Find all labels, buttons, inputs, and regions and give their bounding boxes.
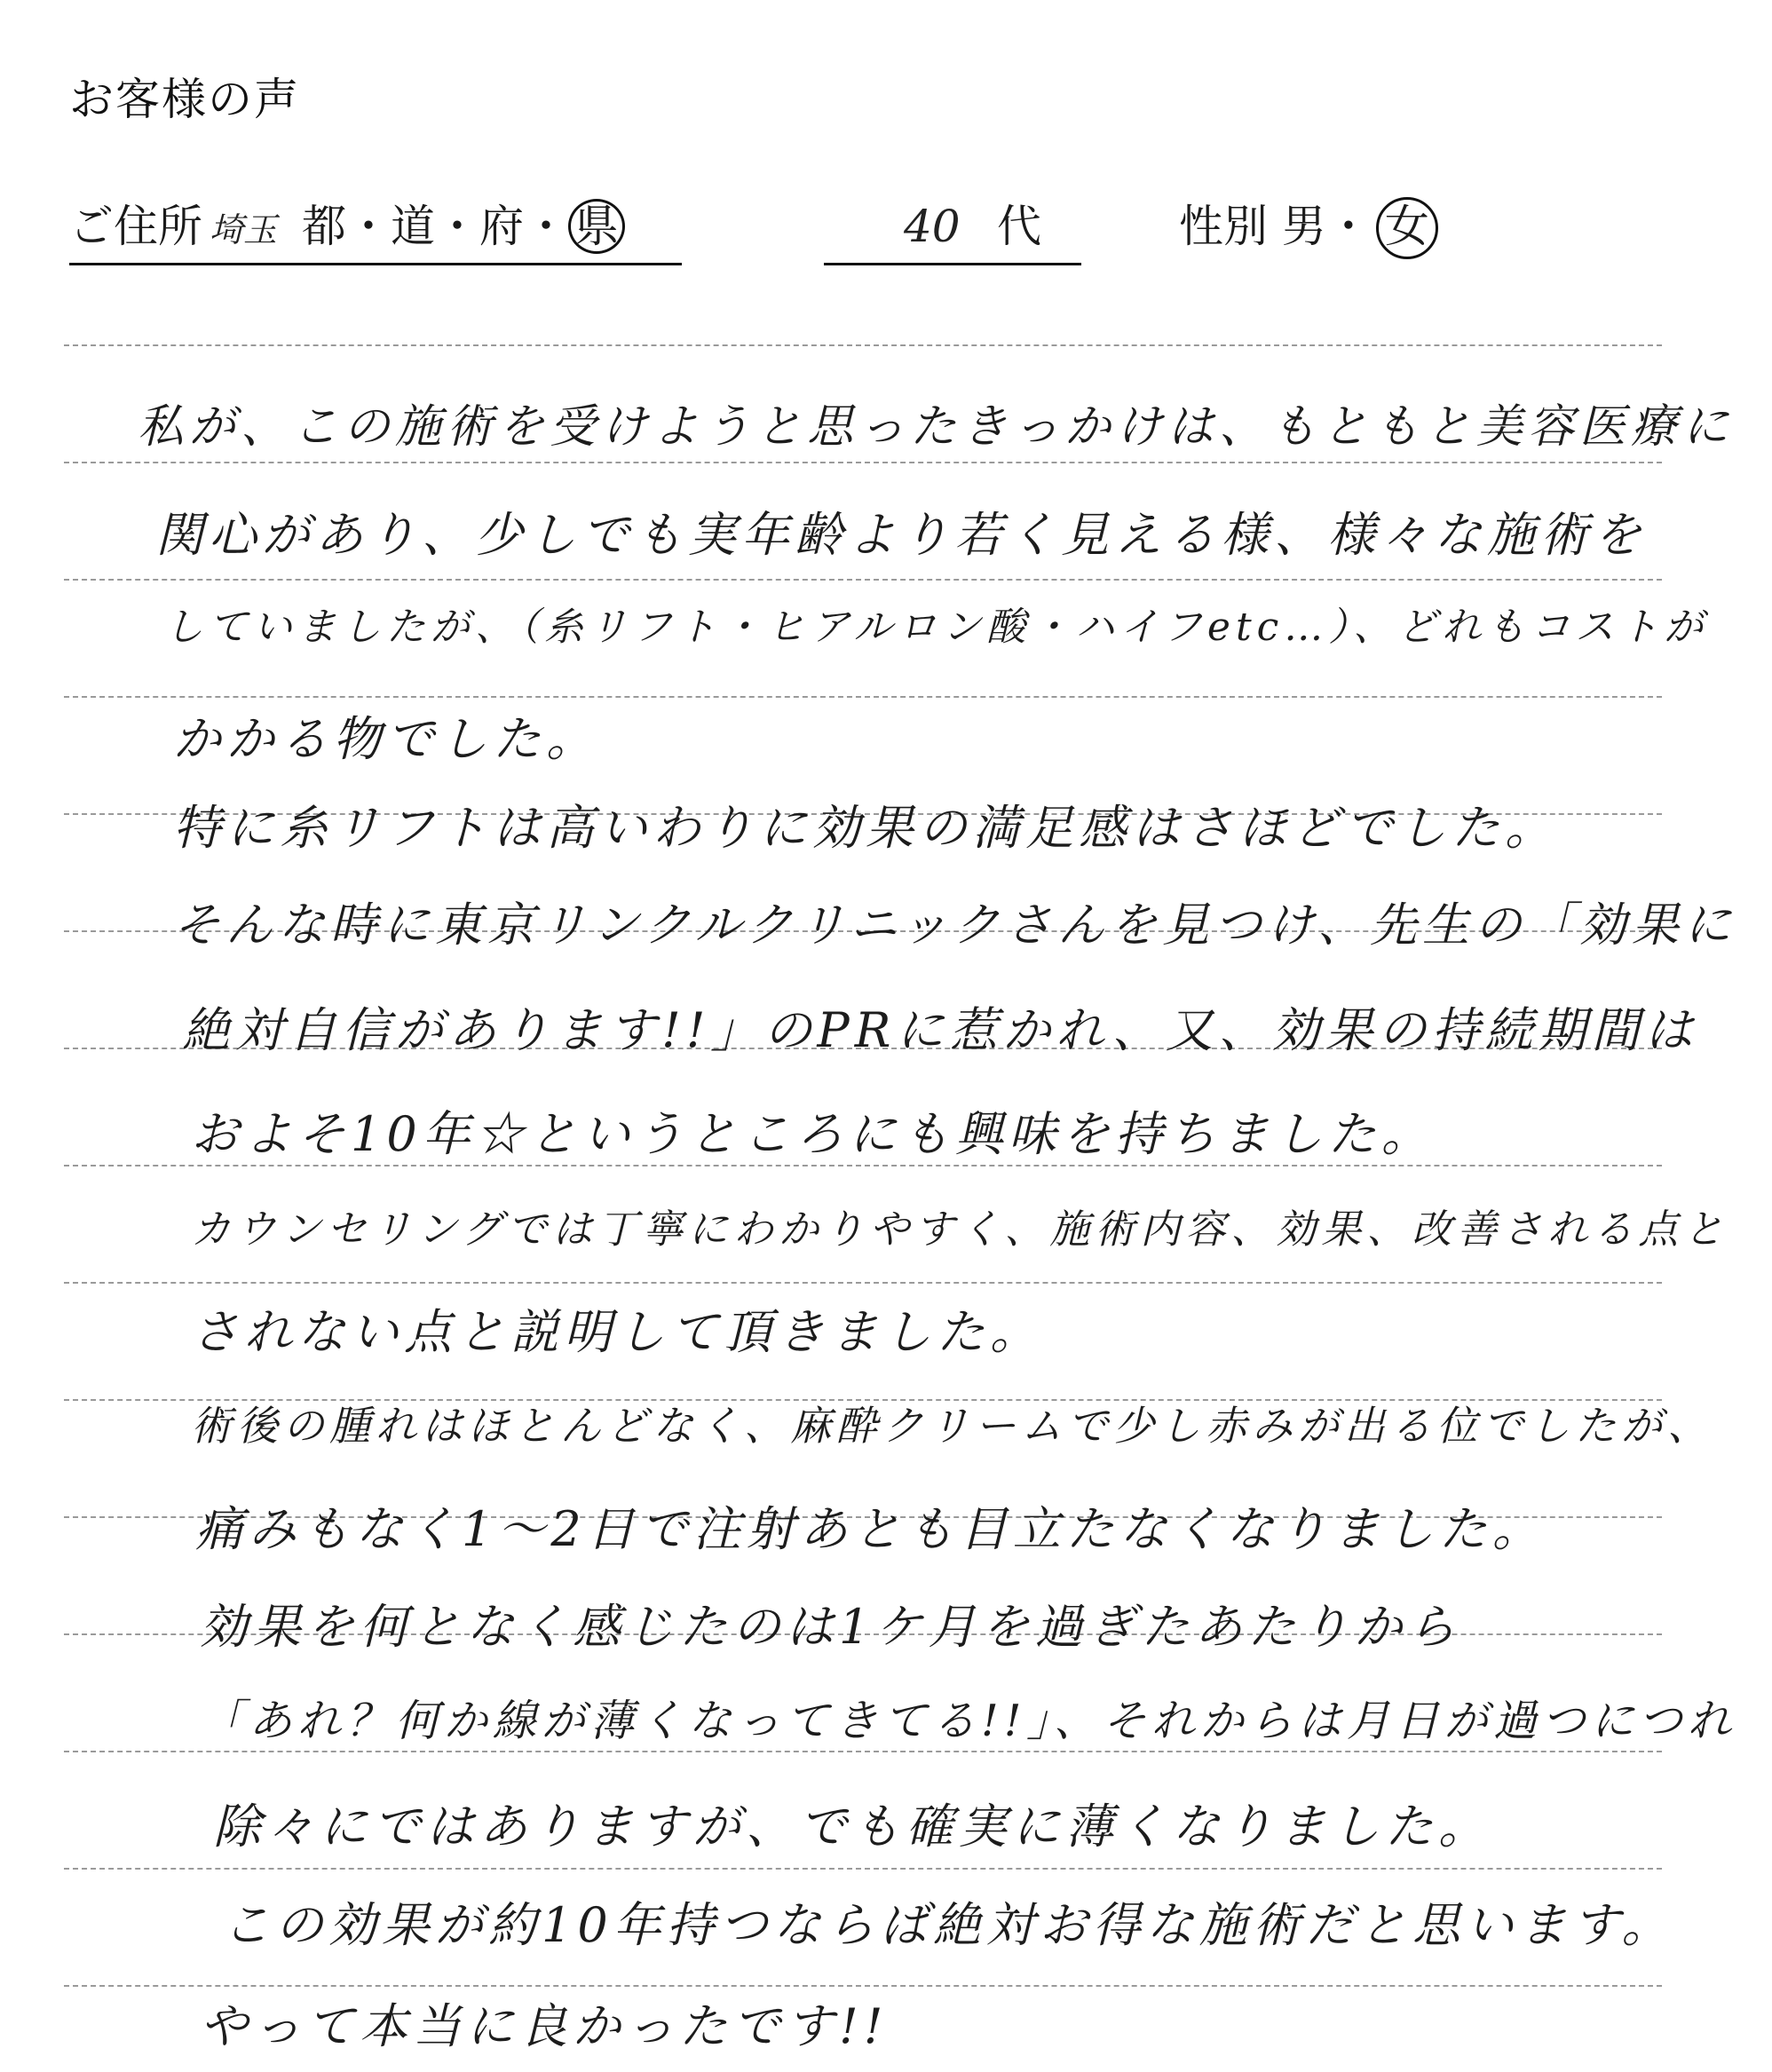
- handwritten-line: 術後の腫れはほとんどなく、麻酔クリームで少し赤みが出る位でしたが、: [191, 1402, 1714, 1450]
- ruled-line: [64, 1985, 1662, 1987]
- ruled-line: [64, 1868, 1662, 1870]
- handwritten-line: 絶対自信があります!!」のPRに惹かれ、又、効果の持続期間は: [182, 1002, 1698, 1058]
- age-label: 代: [997, 201, 1041, 252]
- ruled-line: [64, 579, 1662, 581]
- handwritten-line: していましたが、（糸リフト・ヒアルロン酸・ハイフetc…）、どれもコストが: [164, 605, 1709, 650]
- ruled-line: [64, 696, 1662, 698]
- gender-separator: ・: [1325, 201, 1371, 252]
- prefecture-selected: 県: [568, 199, 625, 254]
- handwritten-line: カウンセリングでは丁寧にわかりやすく、施術内容、効果、改善される点と: [191, 1206, 1729, 1253]
- gender-selected: 女: [1376, 197, 1438, 259]
- age-field: [824, 195, 1081, 265]
- handwritten-line: この効果が約10年持つならば絶対お得な施術だと思います。: [222, 1897, 1675, 1953]
- page-title: お客様の声: [69, 74, 300, 125]
- ruled-line: [64, 1751, 1662, 1752]
- handwritten-line: そんな時に東京リンクルクリニックさんを見つけ、先生の「効果に: [173, 898, 1736, 953]
- handwritten-line: 関心があり、少しでも実年齢より若く見える様、様々な施術を: [155, 507, 1647, 563]
- handwritten-line: 「あれ？何か線が薄くなってきてる!!」、それからは月日が過つにつれ: [200, 1696, 1736, 1746]
- handwritten-line: 特に糸リフトは高いわりに効果の満足感はさほどでした。: [173, 800, 1558, 856]
- age-value: 40: [904, 201, 961, 252]
- handwritten-line: かかる物でした。: [173, 711, 599, 767]
- handwritten-line: 効果を何となく感じたのは1ケ月を過ぎたあたりから: [200, 1599, 1461, 1655]
- gender-field: [1179, 195, 1429, 263]
- gender-label: 性別: [1179, 201, 1268, 252]
- ruled-line: [64, 344, 1662, 346]
- handwritten-line: 痛みもなく1〜2日で注射あとも目立たなくなりました。: [195, 1501, 1546, 1557]
- ruled-line: [64, 1282, 1662, 1284]
- customer-info-row: [69, 195, 1632, 266]
- prefecture-options: 都・道・府・: [302, 201, 569, 252]
- ruled-line: [64, 462, 1662, 463]
- address-value: 埼玉: [210, 210, 278, 249]
- address-label: ご住所: [69, 201, 202, 252]
- gender-male: 男: [1281, 201, 1326, 252]
- handwritten-line: されない点と説明して頂きました。: [191, 1304, 1043, 1360]
- handwritten-line: およそ10年☆というところにも興味を持ちました。: [191, 1106, 1435, 1162]
- handwritten-line: やって本当に良かったです!!: [200, 1998, 889, 2054]
- handwritten-line: 除々にではありますが、でも確実に薄くなりました。: [213, 1799, 1491, 1855]
- handwritten-line: 私が、この施術を受けようと思ったきっかけは、もともと美容医療に: [138, 400, 1735, 454]
- address-field: [69, 195, 682, 265]
- ruled-line: [64, 1165, 1662, 1166]
